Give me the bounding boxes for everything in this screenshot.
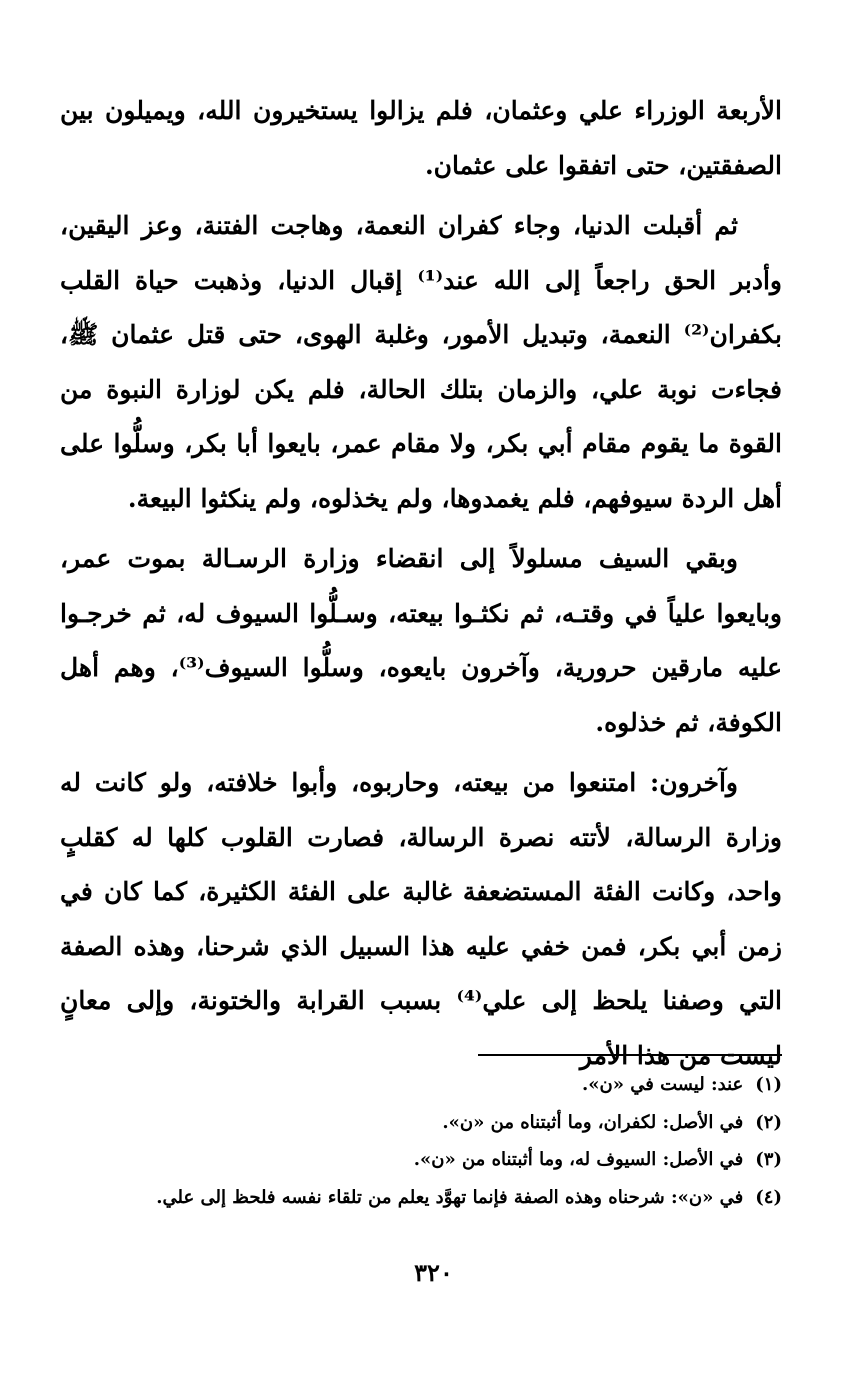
footnote-4 (60, 1179, 782, 1217)
paragraph-3: وبقي السيف مسلولاً إلى انقضاء وزارة الرسـالة بموت عمر، وبايعوا علياً في وقتـه، ثم نكثـوا بيعته، وسـلُّوا السيوف له، ثم خرجـوا عليه مارقين حرورية، وآخرون بايعوه، وسلُّوا السيوف⁽³⁾، وهم أهل الكوفة، ثم خذلوه. (60, 544, 782, 737)
page-body (60, 84, 782, 1083)
footnote-number: (٣) (755, 1149, 782, 1170)
footnote-1 (60, 1066, 782, 1104)
paragraph-2: ثم أقبلت الدنيا، وجاء كفران النعمة، وهاجت الفتنة، وعز اليقين، وأدبر الحق راجعاً إلى الله عند⁽¹⁾ إقبال الدنيا، وذهبت حياة القلب بكفران⁽²⁾ النعمة، وتبديل الأمور، وغلبة الهوى، حتى قتل عثمان ﷺ، فجاءت نوبة علي، والزمان بتلك الحالة، فلم يكن لوزارة النبوة من القوة ما يقوم مقام أبي بكر، ولا مقام عمر، بايعوا أبا بكر، وسلُّوا على أهل الردة سيوفهم، فلم يغمدوها، ولم يخذلوه، ولم ينكثوا البيعة. (60, 211, 782, 513)
footnote-text: في الأصل: السيوف له، وما أثبتناه من «ن». (413, 1149, 744, 1170)
footnote-number: (٤) (755, 1186, 782, 1208)
footnote-number: (١) (755, 1074, 782, 1095)
paragraph-4: وآخرون: امتنعوا من بيعته، وحاربوه، وأبوا خلافته، ولو كانت له وزارة الرسالة، لأتته نصرة الرسالة، فصارت القلوب كلها له كقلبٍ واحد، وكانت الفئة المستضعفة غالبة على الفئة الكثيرة، كما كان في زمن أبي بكر، فمن خفي عليه هذا السبيل الذي شرحنا، وهذه الصفة التي وصفنا يلحظ إلى علي⁽⁴⁾ بسبب القرابة والختونة، وإلى معانٍ ليست من هذا الأمر (60, 768, 782, 1070)
footnote-text: عند: ليست في «ن». (581, 1074, 744, 1095)
footnotes-list (60, 1066, 782, 1216)
page-number: ٣٢٠ (414, 1258, 453, 1287)
footnote-2 (60, 1104, 782, 1142)
footnote-3 (60, 1141, 782, 1179)
footnote-text: في الأصل: لكفران، وما أثبتناه من «ن». (442, 1111, 744, 1133)
footnote-number: (٢) (755, 1111, 782, 1133)
footnote-divider (478, 1054, 782, 1056)
footnote-text: في «ن»: شرحناه وهذه الصفة فإنما تهوَّد يعلم من تلقاء نفسه فلحظ إلى علي. (156, 1186, 744, 1208)
paragraph-1: الأربعة الوزراء علي وعثمان، فلم يزالوا يستخيرون الله، ويميلون بين الصفقتين، حتى اتفقوا على عثمان. (60, 96, 782, 180)
